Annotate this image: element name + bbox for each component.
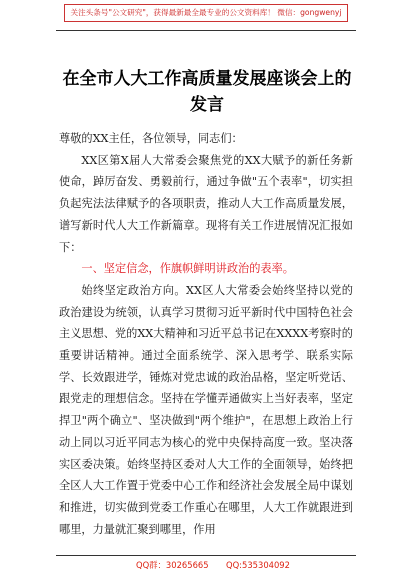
qq-group-text: QQ群：30265665 [136,560,209,570]
page-footer [56,558,356,572]
qq-number-text: QQ:535304092 [226,560,290,570]
promo-banner: 关注头条号"公文研究"，获得最新最全最专业的公文资料库！ 微信：gongwenyj [64,4,348,22]
salutation: 尊敬的XX主任，各位领导，同志们： [59,132,243,145]
header-rule [56,30,356,31]
document-body [59,128,353,540]
intro-paragraph: XX区第X届人大常委会聚焦党的XX大赋予的新任务新使命，踔厉奋发、勇毅前行，通过争做"五个表率"，切实担负起宪法法律赋予的各项职责，推动人大工作高质量发展，谱写新时代人大工作新篇章。现将有关工作进展情况汇报如下： [59,153,353,254]
section-heading: 一、坚定信念，作旗帜鲜明讲政治的表率。 [81,262,294,276]
section-body-paragraph: 始终坚定政治方向。XX区人大常委会始终坚持以党的政治建设为统领，认真学习贯彻习近平新时代中国特色社会主义思想、党的XX大精神和习近平总书记在XXXX考察时的重要讲话精神。通过全面系统学、深入思考学、联系实际学、长效跟进学，锤炼对党忠诚的政治品格，坚定听党话、跟党走的理想信念。坚持在学懂弄通做实上当好表率，坚定捍卫"两个确立"、坚决做到"两个维护"，在思想上政治上行动上同以习近平同志为核心的党中央保持高度一致。坚决落实区委决策。始终坚持区委对人大工作的全面领导，始终把全区人大工作置于党委中心工作和经济社会发展全局中谋划和推进，切实做到党委工作重心在哪里，人大工作就跟进到哪里，力量就汇聚到哪里，作用 [59,283,353,536]
document-title: 在全市人大工作高质量发展座谈会上的发言 [62,69,352,115]
footer-rule [56,555,356,556]
